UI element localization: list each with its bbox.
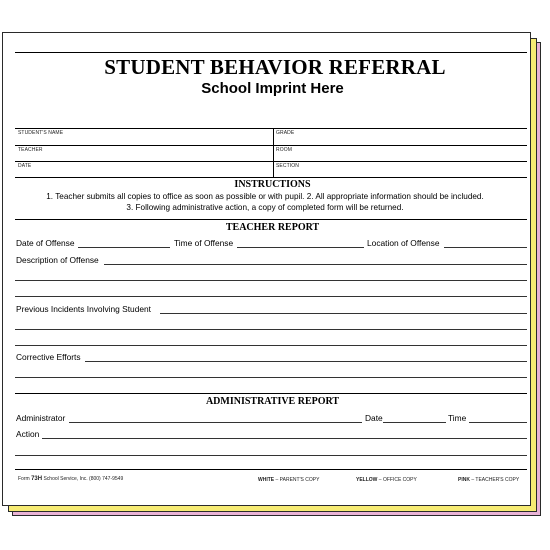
admin-time-label: Time: [448, 413, 467, 423]
teacher-report-heading: TEACHER REPORT: [225, 222, 320, 233]
teacher-label: TEACHER: [18, 147, 43, 153]
top-rule: [15, 52, 527, 53]
previous-incidents-label: Previous Incidents Involving Student: [16, 304, 152, 314]
white-label: WHITE: [258, 477, 275, 483]
form-number-value: 73H: [31, 476, 43, 482]
admin-report-rule: [15, 393, 527, 394]
date-label: DATE: [18, 163, 32, 169]
white-copy-sheet: [2, 32, 531, 506]
admin-date-label: Date: [365, 413, 383, 423]
instructions-line-1: 1. Teacher submits all copies to office as soon as possible or with pupil. 2. All appropriate information should be included.: [46, 192, 484, 201]
time-of-offense-label: Time of Offense: [174, 238, 234, 248]
description-of-offense-label: Description of Offense: [16, 255, 99, 265]
corrective-efforts-line-2[interactable]: [15, 377, 527, 378]
instructions-line-2: 3. Following administrative action, a copy of completed form will be returned.: [126, 203, 404, 212]
administrator-line[interactable]: [69, 422, 362, 423]
teacher-report-rule: [15, 219, 527, 220]
action-label: Action: [16, 429, 40, 439]
date-of-offense-line[interactable]: [78, 247, 170, 248]
publisher: School Service, Inc. (800) 747-9549: [43, 476, 124, 482]
time-of-offense-line[interactable]: [237, 247, 364, 248]
info-rule-2: [15, 145, 527, 146]
admin-time-line[interactable]: [469, 422, 527, 423]
previous-incidents-line-2[interactable]: [15, 329, 527, 330]
school-imprint: School Imprint Here: [201, 80, 344, 97]
info-divider: [273, 128, 274, 177]
location-of-offense-line[interactable]: [444, 247, 527, 248]
section-label: SECTION: [276, 163, 299, 169]
administrator-label: Administrator: [16, 413, 66, 423]
room-label: ROOM: [276, 147, 292, 153]
description-line-3[interactable]: [15, 296, 527, 297]
admin-date-line[interactable]: [383, 422, 446, 423]
form-prefix: Form: [18, 476, 30, 482]
student-name-label: STUDENT'S NAME: [18, 130, 64, 136]
form-number: [18, 476, 123, 482]
date-of-offense-label: Date of Offense: [16, 238, 75, 248]
previous-incidents-line-3[interactable]: [15, 345, 527, 346]
info-rule-1: [15, 128, 527, 129]
pink-label: PINK: [458, 477, 470, 483]
previous-incidents-line-1[interactable]: [160, 313, 527, 314]
yellow-label: YELLOW: [356, 477, 378, 483]
white-copy-label: [258, 477, 319, 483]
action-line-1[interactable]: [42, 438, 527, 439]
info-rule-4: [15, 177, 527, 178]
description-line-2[interactable]: [15, 280, 527, 281]
yellow-copy-label: [356, 477, 417, 483]
footer-rule: [15, 469, 527, 470]
grade-label: GRADE: [276, 130, 295, 136]
location-of-offense-label: Location of Offense: [367, 238, 440, 248]
action-line-2[interactable]: [15, 455, 527, 456]
admin-report-heading: ADMINISTRATIVE REPORT: [205, 396, 340, 407]
pink-copy-label: [458, 477, 519, 483]
instructions-heading: INSTRUCTIONS: [234, 179, 311, 190]
form-title: STUDENT BEHAVIOR REFERRAL: [104, 55, 446, 79]
corrective-efforts-label: Corrective Efforts: [16, 352, 81, 362]
corrective-efforts-line-1[interactable]: [85, 361, 527, 362]
yellow-copy-text: – OFFICE COPY: [377, 477, 417, 483]
white-copy-text: – PARENT'S COPY: [274, 477, 320, 483]
description-line-1[interactable]: [104, 264, 527, 265]
pink-copy-text: – TEACHER'S COPY: [469, 477, 520, 483]
info-rule-3: [15, 161, 527, 162]
